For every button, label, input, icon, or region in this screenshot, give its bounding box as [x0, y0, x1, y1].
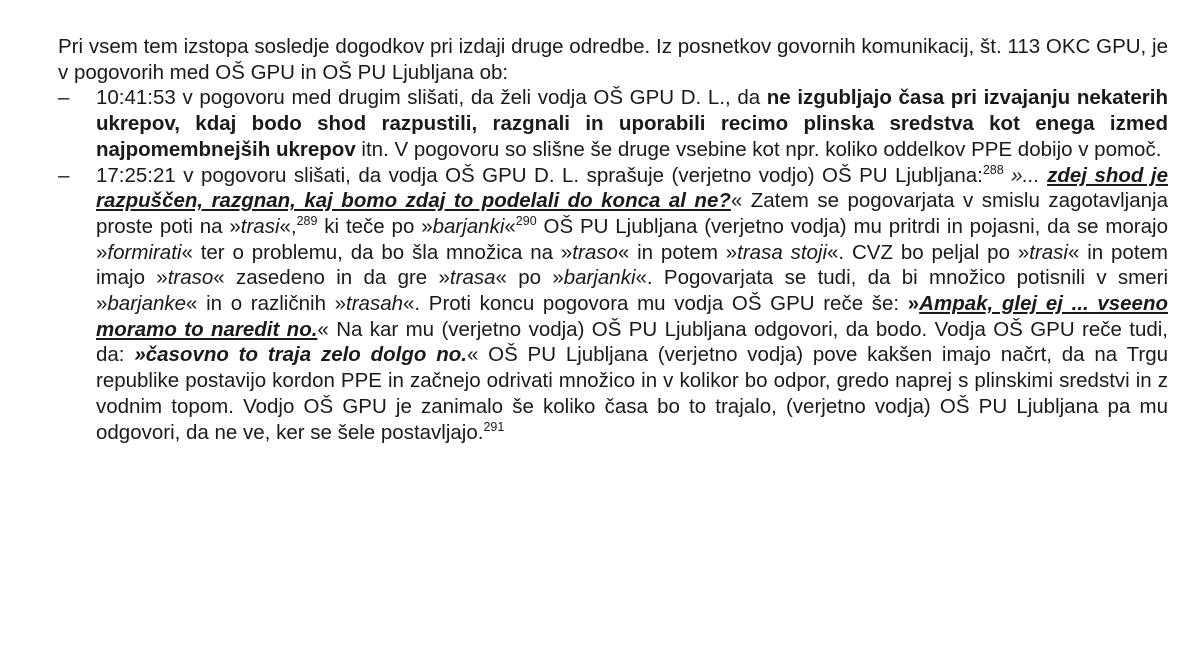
footnote-ref: 291 [483, 419, 505, 434]
quote-bold-italic: »časovno to traja zelo dolgo no. [134, 343, 467, 367]
italic-term: trasi [240, 214, 280, 238]
italic-term: traso [167, 266, 214, 290]
bullet-dash: – [58, 86, 70, 110]
item1-text-end: itn. V pogovoru so slišne še druge vsebine kot npr. koliko oddelkov PPE dobijo v pomoč. [355, 137, 1162, 161]
italic-term: barjanke [107, 292, 187, 316]
footnote-ref: 290 [515, 214, 537, 229]
list-item [58, 85, 1168, 162]
item2-text: «. CVZ bo peljal po » [827, 240, 1030, 264]
italic-term: traso [572, 240, 618, 264]
footnote-ref: 289 [296, 214, 318, 229]
item2-text: «. Pogovarjata se tudi, da bi množico potisnili v smeri » [96, 266, 1168, 316]
bullet-dash: – [58, 163, 70, 187]
quote-open: »... [1003, 163, 1048, 187]
item2-text: OŠ PU Ljubljana (verjetno vodja) mu pritrdi in pojasni, da se morajo » [96, 214, 1168, 264]
item2-text: « ter o problemu, da bo šla množica na » [181, 240, 573, 264]
italic-term: barjanki [563, 266, 636, 290]
item2-text: « po » [495, 266, 564, 290]
intro-text: Pri vsem tem izstopa sosledje dogodkov pri izdaji druge odredbe. Iz posnetkov govornih komunikacij, št. 113 OKC GPU, je v pogovorih med OŠ GPU in OŠ PU Ljubljana ob: [58, 35, 1168, 84]
item2-text: « zasedeno in da gre » [213, 266, 450, 290]
quote-bold-underlined: zdej shod je razpuščen, razgnan, kaj bomo zdaj to podelali do konca al ne? [96, 163, 1168, 213]
item2-text: ki teče po » [317, 214, 433, 238]
item2-text: «, [279, 214, 297, 238]
italic-term: trasah [346, 292, 404, 316]
italic-term: barjanki [432, 214, 505, 238]
item2-text: « [504, 214, 516, 238]
item2-text: « in potem » [617, 240, 738, 264]
list-item [58, 163, 1168, 446]
italic-term: trasa [449, 266, 496, 290]
quote-bold-underlined: Ampak, glej ej ... vseeno moramo to naredit no. [96, 292, 1168, 341]
item2-text: « in potem imajo » [96, 240, 1168, 290]
item2-text: « Zatem se pogovarjata v smislu zagotavljanja proste poti na » [96, 189, 1168, 238]
intro-paragraph [58, 34, 1168, 85]
item2-text: « Na kar mu (verjetno vodja) OŠ PU Ljubljana odgovori, da bodo. Vodja OŠ GPU reče tudi, da: [96, 317, 1168, 367]
quote-open-mark: » [907, 292, 920, 316]
italic-term: formirati [107, 240, 182, 264]
footnote-ref: 288 [982, 162, 1004, 177]
item2-text: « in o različnih » [186, 292, 347, 316]
item2-text: «. Proti koncu pogovora mu vodja OŠ GPU reče še: [403, 292, 908, 316]
item1-text: 10:41:53 v pogovoru med drugim slišati, da želi vodja OŠ GPU D. L., da [96, 86, 767, 110]
item1-bold-text: ne izgubljajo časa pri izvajanju nekaterih ukrepov, kdaj bodo shod razpustili, razgnali in uporabili recimo plinska sredstva kot enega izmed najpomembnejših ukrepov [96, 86, 1168, 161]
italic-term: trasa stoji [737, 240, 828, 264]
item2-text: 17:25:21 v pogovoru slišati, da vodja OŠ GPU D. L. sprašuje (verjetno vodjo) OŠ PU Ljubljana: [96, 163, 983, 187]
italic-term: trasi [1029, 240, 1068, 264]
item2-text: « OŠ PU Ljubljana (verjetno vodja) pove kakšen imajo načrt, da na Trgu republike postavijo kordon PPE in začnejo odrivati množico in v kolikor bo odpor, gredo naprej s plinskimi sredstvi in z vodnim topom. Vodjo OŠ GPU je zanimalo še koliko časa bo to trajalo, (verjetno vodja) OŠ PU Ljubljana pa mu odgovori, da ne ve, ker se šele postavljajo. [96, 343, 1168, 444]
document-page [58, 34, 1168, 445]
